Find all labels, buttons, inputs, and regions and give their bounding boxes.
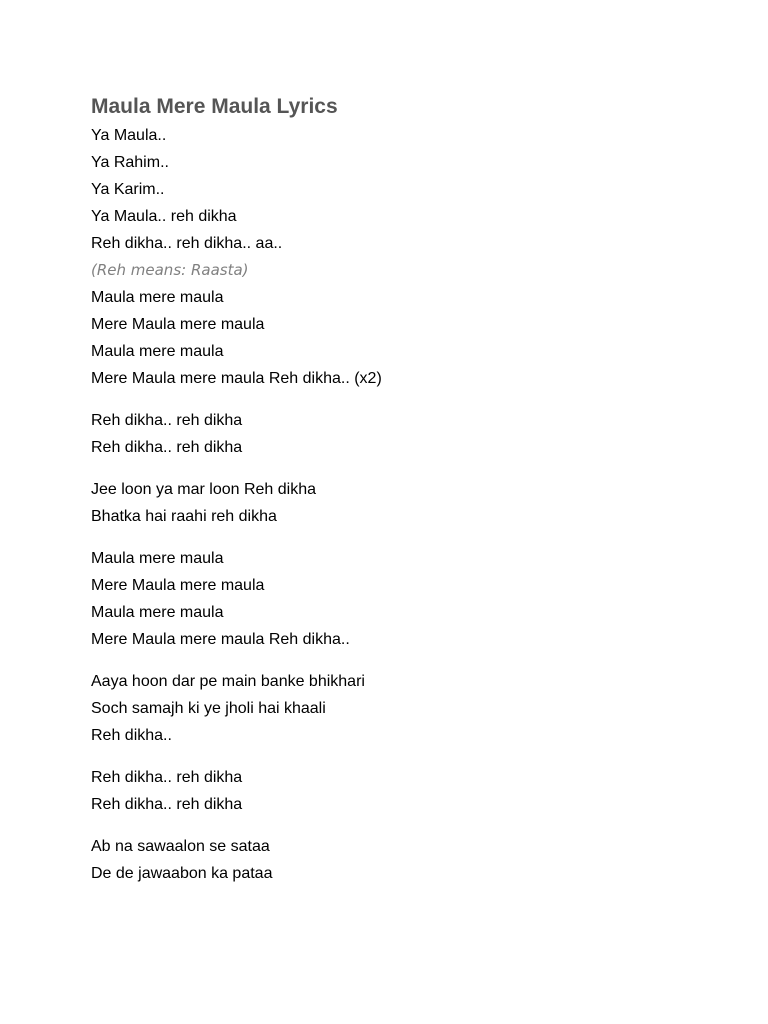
lyric-line: Reh dikha..: [91, 727, 172, 744]
stanza-3: [91, 476, 711, 530]
lyric-line: Maula mere maula: [91, 343, 224, 360]
lyric-line: Soch samajh ki ye jholi hai khaali: [91, 700, 326, 717]
lyric-line: Reh dikha.. reh dikha: [91, 796, 243, 813]
page-title: Maula Mere Maula Lyrics: [91, 95, 338, 118]
stanza-6: [91, 764, 711, 818]
lyric-line: Maula mere maula: [91, 604, 224, 621]
meaning-note: (Reh means: Raasta): [91, 261, 249, 279]
lyric-line: Mere Maula mere maula Reh dikha.. (x2): [91, 370, 382, 387]
lyric-line: Ya Maula..: [91, 127, 167, 144]
lyric-line: Reh dikha.. reh dikha.. aa..: [91, 235, 283, 252]
stanza-4: [91, 545, 711, 653]
stanza-7: [91, 833, 711, 887]
lyric-line: Ya Rahim..: [91, 154, 169, 171]
lyrics-content: [91, 94, 711, 902]
stanza-5: [91, 668, 711, 749]
lyric-line: Ab na sawaalon se sataa: [91, 838, 270, 855]
lyric-line: Ya Karim..: [91, 181, 165, 198]
lyric-line: Maula mere maula: [91, 289, 224, 306]
lyric-line: Reh dikha.. reh dikha: [91, 412, 243, 429]
lyric-line: Mere Maula mere maula Reh dikha..: [91, 631, 350, 648]
lyric-line: Jee loon ya mar loon Reh dikha: [91, 481, 317, 498]
stanza-1: [91, 122, 711, 392]
lyric-line: Bhatka hai raahi reh dikha: [91, 508, 277, 525]
lyric-line: Maula mere maula: [91, 550, 224, 567]
lyric-line: Reh dikha.. reh dikha: [91, 439, 243, 456]
lyric-line: Mere Maula mere maula: [91, 316, 265, 333]
lyric-line: Aaya hoon dar pe main banke bhikhari: [91, 673, 365, 690]
lyric-line: Reh dikha.. reh dikha: [91, 769, 243, 786]
lyric-line: De de jawaabon ka pataa: [91, 865, 273, 882]
stanza-2: [91, 407, 711, 461]
lyric-line: Mere Maula mere maula: [91, 577, 265, 594]
lyric-line: Ya Maula.. reh dikha: [91, 208, 237, 225]
